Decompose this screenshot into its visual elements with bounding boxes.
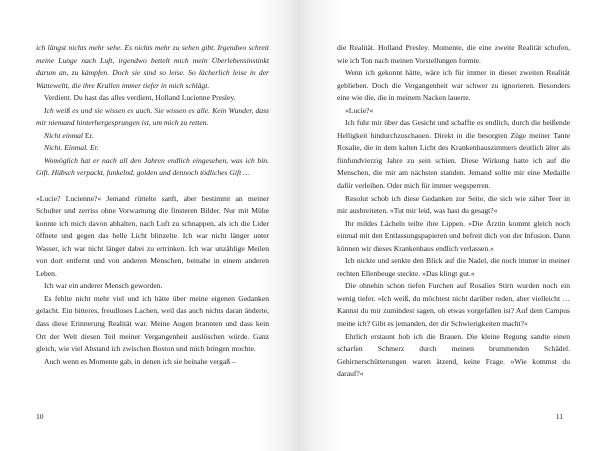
paragraph xyxy=(36,130,269,143)
paragraph: »Lucie?« xyxy=(345,105,374,115)
paragraph: Ich nickte und senkte den Blick auf die Nadel, die noch immer in meiner rechten Ellenbeuge steckte. »Das klingt gut.« xyxy=(337,256,570,278)
left-page-text xyxy=(36,42,269,368)
paragraph: Ich weiß es und sie wissen es auch. Sie wissen es alle. Kein Wunder, dass mir niemand hinterhergesprungen ist, um mich zu retten. xyxy=(36,105,269,128)
paragraph: Es fehlte nicht mehr viel und ich hätte über meine eigenen Gedanken gelacht. Ein bitteres, freudloses Lachen, weil das auch nichts daran änderte, dass diese Erinnerung Realität war. Meine Augen brannten und dass kein Ort der Welt diesen Teil meiner Vergangenheit auslöschen würde. Ganz gleich, wie viel Abstand ich zwischen Boston und mich bringen mochte. xyxy=(36,293,269,354)
paragraph: »Lucie? Lucienne?« Jemand rüttelte sanft, aber bestimmt an meiner Schulter und zerriss ohne Vorwarnung die finsteren Bilder. Nur mit Mühe konnte ich mich davon abhalten, nach Luft zu schnappen, als ich die Lider öffnete und gegen das helle Licht blinzelte. Ich war nicht länger unter Wasser, ich war nicht länger dabei zu ertrinken. Ich war unzählige Meilen von dort entfernt und von anderen Menschen, beinahe in einem anderen Leben. xyxy=(36,193,269,278)
er-word: Er. xyxy=(84,130,94,140)
paragraph: Auch wenn es Momente gab, in denen ich sie beinahe vergaß – xyxy=(44,356,236,366)
page-number-right: 11 xyxy=(555,412,563,421)
paragraph: die Realität. Holland Presley. Momente, die eine zweite Realität schufen, wie ich Ton nach meinen Vorstellungen formte. xyxy=(337,43,570,65)
paragraph: Ihr mildes Lächeln teilte ihre Lippen. »Die Ärztin kommt gleich noch einmal mit den Entlassungspapieren und befreit dich von der Infusion. Dann können wir dieses Krankenhaus endlich verlassen.« xyxy=(337,218,570,253)
paragraph: Nicht. Einmal. Er. xyxy=(44,143,99,153)
paragraph-text: Nicht einmal xyxy=(44,130,85,140)
right-page xyxy=(300,0,600,451)
paragraph: Resolut schob ich diese Gedanken zur Seite, die sich wie zäher Teer in mir ausbreiteten. »Tut mir leid, was hast du gesagt?« xyxy=(337,193,570,216)
paragraph: Wenn ich gekonnt hätte, wäre ich für immer in dieser zweiten Realität geblieben. Doch die Vergangenheit war schwer zu ignorieren. Besonders eine wie die, die in meinem Nacken lauerte. xyxy=(337,68,570,103)
paragraph: Ich war ein anderer Mensch geworden. xyxy=(44,281,163,291)
paragraph: Ich fuhr mir über das Gesicht und schaffte es endlich, durch die beißende Helligkeit hindurchzuschauen. Direkt in die besorgten Züge meiner Tante Rosalie, die in dem kalten Licht des Krankenhauszimmers deutlich älter als fünfundvierzig Jahre zu sein schien. Diese Wirkung hatte ich auf die Menschen, die mir am nächsten standen. Jemand sollte mir eine Medaille dafür verleihen. Oder mich für immer wegsperren. xyxy=(337,118,570,191)
paragraph: Ehrlich erstaunt hob ich die Brauen. Die kleine Regung sandte einen scharfen Schmerz durch meinen brummenden Schädel. Gehirnerschütterungen waren ätzend, keine Frage. »Wie kommst du darauf?« xyxy=(337,331,570,379)
paragraph: Verdient. Du hast das alles verdient, Holland Lucienne Presley. xyxy=(44,93,236,103)
right-page-text xyxy=(337,42,570,381)
paragraph: ich längst nichts mehr sehe. Es nichts mehr zu sehen gibt. Irgendwo schreit meine Lunge nach Luft, irgendwo bettelt mich mein Überlebensinstinkt darum an, zu kämpfen. Doch sie sind so leise. So lächerlich leise in der Watteweltt, die ihre Krallen immer tiefer in mich schlägt. xyxy=(36,43,269,90)
paragraph: Womöglich hat er nach all den Jahren endlich eingesehen, was ich bin. Gift. Hübsch verpackt, funkelnd, golden und dennoch tödliches Gift … xyxy=(36,155,269,178)
page-number-left: 10 xyxy=(36,412,44,421)
paragraph: Die ohnehin schon tiefen Furchen auf Rosalies Stirn wurden noch ein wenig tiefer. »Ich weiß, du möchtest nicht darüber reden, aber vielleicht … Kannst du mir zumindest sagen, ob etwas vorgefallen ist? Auf dem Campus meine ich? Gibt es jemanden, der dir Schwierigkeiten macht?« xyxy=(337,281,570,329)
